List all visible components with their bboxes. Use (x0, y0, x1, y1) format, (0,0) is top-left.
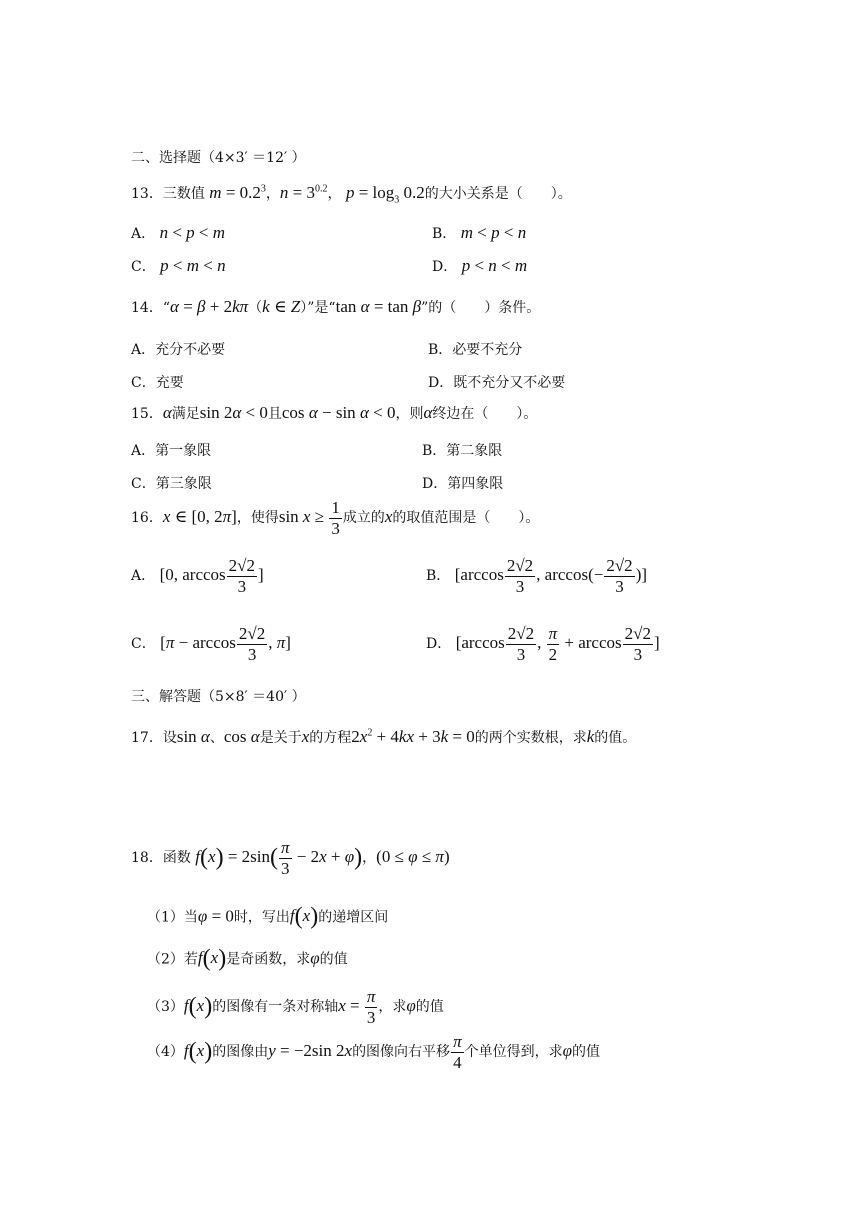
q14-math-2: tan α = tan β (335, 297, 422, 316)
q13-option-c[interactable]: C． p < m < n (131, 256, 226, 275)
section-3-title (131, 686, 306, 706)
q14-option-b[interactable]: B．必要不充分 (428, 342, 523, 358)
q16-answer-blank[interactable] (490, 510, 518, 526)
q15-option-b[interactable]: B．第二象限 (422, 443, 503, 459)
q18-part-4: （4）f(x)的图像由y = −2sin 2x的图像向右平移 $\frac{\pi}{4}$ 个单位得到，求φ的值 (147, 1032, 600, 1072)
q18-number: 18． (131, 849, 163, 866)
q17-number: 17． (131, 730, 163, 746)
q16-option-d[interactable]: D． [arccos $\frac{2√2}{3}$ , $\frac{\pi}{2}$ + arccos $\frac{2√2}{3}$ ] (426, 624, 660, 664)
question-15: 15．α满足sin 2α < 0且cos α − sin α < 0，则α终边在（ ）。 (131, 403, 538, 422)
q13-answer-blank[interactable] (523, 186, 551, 202)
q14-option-c[interactable]: C．充要 (131, 375, 184, 391)
q18-part-2: （2）若f(x)是奇函数，求φ的值 (147, 946, 348, 972)
q15-math-2: cos α − sin α < 0 (281, 403, 396, 422)
q13-math-p: $p = \log_3 0.2$ (345, 183, 425, 206)
q14-answer-blank[interactable] (456, 300, 484, 316)
q14-option-d[interactable]: D．既不充分又不必要 (428, 375, 566, 391)
question-14: 14．“α = β + 2kπ（k ∈ Z）”是“tan α = tan β”的（ ）条件。 (131, 297, 541, 316)
q14-option-a[interactable]: A．充分不必要 (131, 342, 226, 358)
q14-number: 14． (131, 300, 163, 316)
q15-option-a[interactable]: A．第一象限 (131, 443, 212, 459)
q16-option-a[interactable]: A． [0, arccos $\frac{2√2}{3}$ ] (131, 556, 264, 596)
q16-math-ineq: sin x ≥ $\frac{1}{3}$ (278, 498, 340, 538)
section-2-title (131, 147, 306, 167)
q13-number: 13． (131, 186, 163, 202)
q18-part-1: （1）当φ = 0时，写出f(x)的递增区间 (147, 904, 389, 930)
section-2-title-text: 二、选择题（4×3′ ＝12′ ） (131, 150, 306, 166)
q15-math-1: sin 2α < 0 (199, 403, 268, 422)
q13-option-d[interactable]: D． p < n < m (432, 256, 528, 275)
q18-part-3: （3）f(x)的图像有一条对称轴x = $\frac{\pi}{3}$ ，求φ的值 (147, 987, 444, 1027)
question-16: 16．x ∈ [0, 2π]，使得sin x ≥ $\frac{1}{3}$ 成立的x的取值范围是（ ）。 (131, 498, 540, 538)
q13-math-n: $n = 3^{0.2}$ (279, 183, 328, 202)
q13-option-a[interactable]: A． n < p < m (131, 223, 226, 242)
q17-equation: $2x^2 + 4kx + 3k = 0$ (351, 727, 475, 746)
q13-text-3: ）。 (550, 186, 572, 202)
q18-phi-range: (0 ≤ φ ≤ π) (376, 846, 450, 866)
question-18: 18．函数 f(x) = 2sin( $\frac{\pi}{3}$ − 2x + φ)，(0 ≤ φ ≤ π) (131, 838, 450, 878)
q18-function: f(x) = 2sin( $\frac{\pi}{3}$ − 2x + φ) (195, 838, 363, 878)
q13-text-2: 的大小关系是（ (424, 186, 523, 202)
q16-option-b[interactable]: B． [arccos $\frac{2√2}{3}$ , arccos(− $\frac{2√2}{3}$ )] (426, 556, 648, 596)
q13-math-m: $m = 0.2^3$ (209, 183, 266, 202)
question-13: 13．三数值 $m = 0.2^3$，$n = 3^{0.2}$， $p = \log_3 0.2$的大小关系是（ ）。 (131, 183, 572, 206)
q15-answer-blank[interactable] (488, 406, 516, 422)
q15-option-c[interactable]: C．第三象限 (131, 476, 212, 492)
q13-text: 三数值 (162, 186, 205, 202)
q13-option-b[interactable]: B． m < p < n (432, 223, 527, 242)
q16-math-domain: x ∈ [0, 2π] (162, 506, 237, 526)
question-17: 17．设sin α、cos α是关于x的方程$2x^2 + 4kx + 3k = 0$的两个实数根，求k的值。 (131, 727, 637, 746)
section-3-title-text: 三、解答题（5×8′ ＝40′ ） (131, 689, 306, 705)
q16-option-c[interactable]: C． [π − arccos $\frac{2√2}{3}$ , π] (131, 624, 291, 664)
q15-option-d[interactable]: D．第四象限 (422, 476, 504, 492)
q14-math-1: α = β + 2kπ (170, 297, 249, 316)
q15-number: 15． (131, 406, 163, 422)
q16-number: 16． (131, 509, 163, 526)
